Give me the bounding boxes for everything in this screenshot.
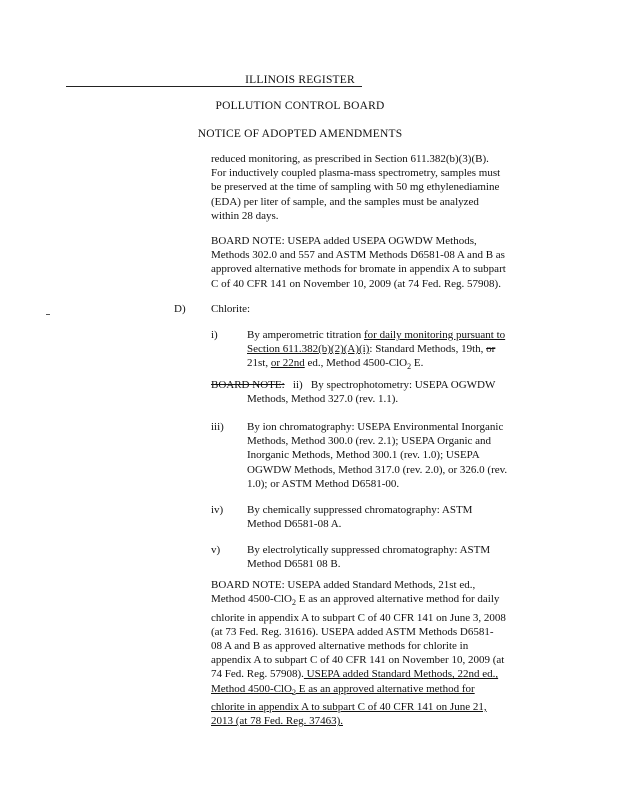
text-line: reduced monitoring, as prescribed in Section 611.382(b)(3)(B). [211, 153, 489, 165]
text-line: approved alternative methods for bromate in appendix A to subpart [211, 263, 506, 276]
intro-paragraph [211, 152, 500, 223]
margin-mark [46, 314, 50, 315]
board-title: POLLUTION CONTROL BOARD [215, 100, 385, 112]
item-iii-label: iii) [211, 421, 224, 433]
text-line: Methods, Method 300.0 (rev. 2.1); USEPA Organic and [247, 435, 492, 448]
text-line: 1.0); or ASTM Method D6581-00. [247, 477, 400, 490]
deleted-text: BOARD NOTE: [211, 379, 285, 391]
text-line [211, 700, 506, 714]
item-i-text [247, 328, 505, 375]
text-line [211, 714, 506, 728]
item-v-label: v) [211, 544, 221, 556]
text-line [211, 682, 506, 700]
notice-title: NOTICE OF ADOPTED AMENDMENTS [197, 128, 403, 140]
text-line: chlorite in appendix A to subpart C of 40 CFR 141 on June 3, 2008 [211, 611, 506, 624]
inserted-text: Section 611.382(b)(2)(A)(i) [247, 343, 370, 356]
text-line: Method 4500-ClO$_2$ E as an approved alternative method for daily [211, 593, 500, 608]
item-ii-text [211, 378, 495, 406]
section-d-title: Chlorite: [211, 303, 251, 315]
item-iii-text [247, 420, 507, 491]
item-v-text [247, 543, 490, 571]
text-line: 21st, or 22nd ed., Method 4500-ClO$_2$ E. [247, 357, 424, 372]
text-line: BOARD NOTE: USEPA added USEPA OGWDW Methods, [211, 235, 477, 247]
text-line: By ion chromatography: USEPA Environmental Inorganic [247, 421, 504, 433]
item-ii-label: ii) [292, 379, 303, 391]
text-line: (at 73 Fed. Reg. 31616). USEPA added ASTM Methods D6581- [211, 625, 494, 638]
text-line: Methods, Method 327.0 (rev. 1.1). [247, 393, 399, 406]
deleted-text: or [486, 343, 496, 356]
text-line: BOARD NOTE: USEPA added Standard Methods, 21st ed., [211, 579, 476, 591]
text-line: C of 40 CFR 141 on November 10, 2009 (at 74 Fed. Reg. 57908). [211, 277, 501, 290]
inserted-text: Method 4500-ClO$_2$ E as an approved alternative method for [211, 682, 475, 697]
text-line: (EDA) per liter of sample, and the samples must be analyzed [211, 195, 479, 208]
section-d-label: D) [174, 303, 186, 315]
text-line: BOARD NOTE: ii) By spectrophotometry: USEPA OGWDW [211, 379, 496, 391]
inserted-text: or 22nd [270, 357, 305, 370]
text-line: Methods 302.0 and 557 and ASTM Methods D6581-08 A and B as [211, 249, 505, 262]
text-line: By chemically suppressed chromatography: ASTM [247, 504, 473, 516]
register-title: ILLINOIS REGISTER [245, 74, 355, 86]
inserted-text: chlorite in appendix A to subpart C of 40 CFR 141 on June 21, [211, 701, 487, 713]
item-i-label: i) [211, 329, 218, 341]
text-line: Inorganic Methods, Method 300.1 (rev. 1.0); USEPA [247, 449, 480, 462]
text-line: appendix A to subpart C of 40 CFR 141 on November 10, 2009 (at [211, 654, 505, 667]
text-line: Method D6581 08 B. [247, 558, 341, 571]
inserted-text: USEPA added Standard Methods, 22nd ed., [303, 668, 499, 681]
board-note-bromate [211, 234, 506, 291]
board-note-chlorite [211, 578, 506, 728]
text-line: within 28 days. [211, 209, 279, 222]
inserted-text: 2013 (at 78 Fed. Reg. 37463). [211, 715, 343, 728]
text-line: By amperometric titration for daily monitoring pursuant to [247, 329, 506, 341]
text-line: Method D6581-08 A. [247, 518, 342, 531]
inserted-text: for daily monitoring pursuant to [364, 329, 506, 341]
text-line: Section 611.382(b)(2)(A)(i): Standard Methods, 19th, or [247, 343, 496, 356]
text-line: 74 Fed. Reg. 57908). USEPA added Standard Methods, 22nd ed., [211, 668, 499, 681]
header-rule [66, 86, 362, 87]
text-line: By electrolytically suppressed chromatography: ASTM [247, 544, 491, 556]
text-line: For inductively coupled plasma-mass spectrometry, samples must [211, 167, 501, 180]
item-iv-label: iv) [211, 504, 224, 516]
text-line: 08 A and B as approved alternative methods for chlorite in [211, 640, 469, 652]
item-iv-text [247, 503, 472, 531]
text-line: OGWDW Methods, Method 317.0 (rev. 2.0), or 326.0 (rev. [247, 463, 508, 476]
text-line: be preserved at the time of sampling with 50 mg ethylenediamine [211, 181, 500, 194]
